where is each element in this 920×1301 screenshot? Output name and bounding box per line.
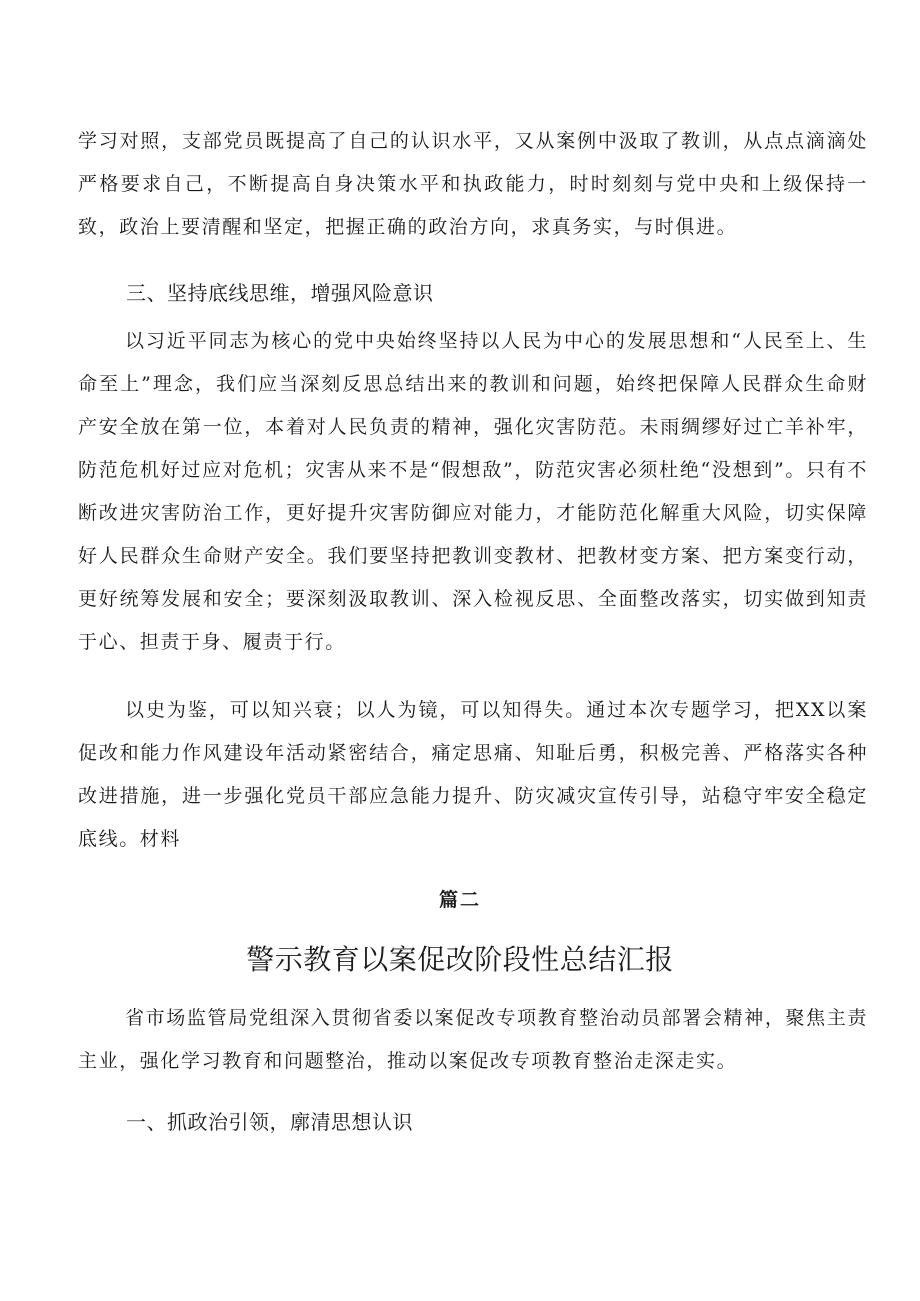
part-label: 篇二 <box>438 889 481 911</box>
document-title: 警示教育以案促改阶段性总结汇报 <box>246 943 674 976</box>
section-heading-political-guidance: 一、抓政治引领，廓清思想认识 <box>126 1110 413 1134</box>
paragraph-market-supervision: 省市场监管局党组深入贯彻省委以案促改专项教育整治动员部署会精神，聚焦主责主业，强化学习教育和问题整治，推动以案促改专项教育整治走深走实。 <box>78 1007 868 1072</box>
paragraph-history-mirror: 以史为鉴，可以知兴衰；以人为镜，可以知得失。通过本次专题学习，把XX以案促改和能力作风建设年活动紧密结合，痛定思痛、知耻后勇，积极完善、严格落实各种改进措施，进一步强化党员干部应急能力提升、防灾减灾宣传引导，站稳守牢安全稳定底线。材料 <box>78 699 868 850</box>
paragraph-study-reflection: 学习对照，支部党员既提高了自己的认识水平，又从案例中汲取了教训，从点点滴滴处严格要求自己，不断提高自身决策水平和执政能力，时时刻刻与党中央和上级保持一致，政治上要清醒和坚定，把握正确的政治方向，求真务实，与时俱进。 <box>78 130 868 238</box>
section-heading-bottom-line-thinking: 三、坚持底线思维，增强风险意识 <box>126 281 434 305</box>
paragraph-people-first: 以习近平同志为核心的党中央始终坚持以人民为中心的发展思想和“人民至上、生命至上”理念，我们应当深刻反思总结出来的教训和问题，始终把保障人民群众生命财产安全放在第一位，本着对人民负责的精神，强化灾害防范。未雨绸缪好过亡羊补牢，防范危机好过应对危机；灾害从来不是“假想敌”，防范灾害必须杜绝“没想到”。只有不断改进灾害防治工作，更好提升灾害防御应对能力，才能防范化解重大风险，切实保障好人民群众生命财产安全。我们要坚持把教训变教材、把教材变方案、把方案变行动，更好统筹发展和安全；要深刻汲取教训、深入检视反思、全面整改落实，切实做到知责于心、担责于身、履责于行。 <box>78 330 868 653</box>
